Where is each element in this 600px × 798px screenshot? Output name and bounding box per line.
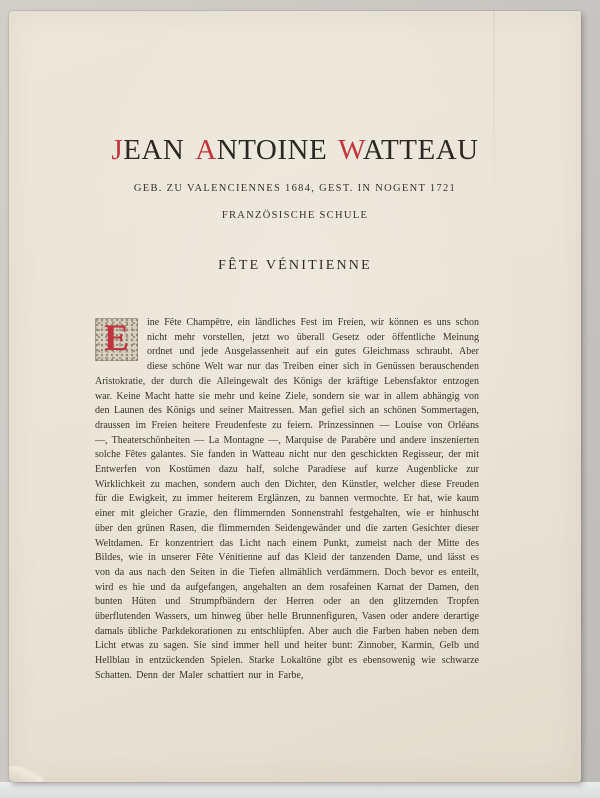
artist-school: FRANZÖSISCHE SCHULE [221,210,369,221]
title-rest-ean: EAN [123,134,185,166]
drop-cap-letter: E [104,318,129,359]
paper-sheet [9,11,581,782]
essay-paragraph [95,316,479,684]
title-initial-a: A [195,134,217,166]
page-title [9,135,581,167]
title-word-watteau [338,134,478,166]
drop-cap-ornament [95,318,138,361]
title-word-jean [111,134,184,166]
essay-text: ine Fête Champêtre, ein ländliches Fest im Freien, wir können es uns schon nicht mehr vorstellen, jetzt wo überall Gesetz oder öffentliche Meinung ordnet und jede Ausgelassenheit auf ein gutes Gleichmass schraubt. Aber diese schöne Welt war nur das Treiben einer sich in Genüssen berauschenden Aristokratie, der durch die Alleingewalt des Königs der kräftige Lebensfaktor entzogen war. Keine Macht hatte sie mehr und keine Ziele, sondern sie war in allem abhängig von den Launen des Königs und seiner Maitressen. Man gefiel sich an schönen Sommertagen, draussen im Freien heitere Freudenfeste zu feiern. Prinzessinnen — Louise von Orléans —, Theaterschönheiten — La Montagne —, Marquise de Parabère und andere inszenierten solche Fêtes galantes. Sie fanden in Watteau nicht nur den geschickten Regisseur, der mit Entwerfen von Kostümen dazu half, solche Paradiese auf kurze Augenblicke zur Wirklichkeit zu machen, sondern auch den Dichter, den Künstler, welcher diese Freuden für die Ewigkeit, zu immer heiterem Erglänzen, zu bannen vermochte. Er hat, wie kaum einer mit gleicher Grazie, den flimmernden Sonnenstrahl festgehalten, wie er hinhuscht über den grünen Rasen, die flimmernden Seidengewänder und die zarten Gesichter dieser Weltdamen. Er konzentriert das Licht nach einem Punkt, zumeist nach der Mitte des Bildes, wie in unserer Fête Vénitienne auf das Kleid der tanzenden Dame, und lässt es von da aus nach den Seiten in die Tiefen allmählich verdämmern. Doch bevor es enteilt, wird es hie und da aufgefangen, angehalten an dem rosafeinen Karnat der Damen, den bunten Hüten und Strumpfbändern der Herren oder an den glitzernden Tropfen überflutenden Wassers, um hinweg über helle Brunnenfiguren, Vasen oder andere derartige damals übliche Parkdekorationen zu entschlüpfen. Aber auch die Farben haben neben dem Licht etwas zu sagen. Sie sind immer hell und heiter bunt: Zinnober, Karmin, Gelb und Hellblau in entzückenden Spielen. Starke Lokaltöne gibt es ebensowenig wie schwarze Schatten. Denn der Maler schattiert nur in Farbe, [95,317,479,681]
title-word-antoine [195,134,327,166]
title-initial-j: J [111,134,124,166]
title-initial-w: W [338,134,363,166]
title-rest-atteau: ATTEAU [362,134,479,166]
paper-crease [493,11,495,211]
plate-title: FÊTE VÉNITIENNE [218,258,372,273]
paper-corner-fold [9,766,43,782]
title-rest-ntoine: NTOINE [216,134,328,166]
artist-dates: GEB. ZU VALENCIENNES 1684, GEST. IN NOGENT 1721 [133,183,457,194]
